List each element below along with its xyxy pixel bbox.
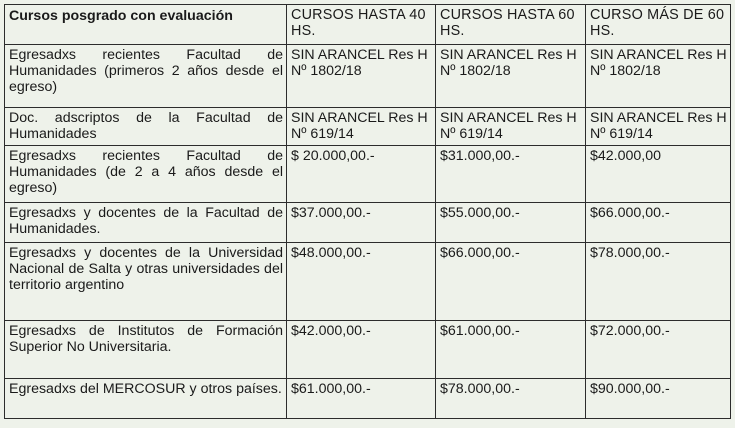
row-label-cell: Egresadxs recientes Facultad de Humanidades (de 2 a 4 años desde el egreso) <box>5 146 287 203</box>
fee-cell: $66.000,00.- <box>586 203 731 243</box>
fee-cell: $72.000,00.- <box>586 321 731 379</box>
fee-cell: SIN ARANCEL Res H Nº 619/14 <box>287 108 436 146</box>
fee-cell: SIN ARANCEL Res H Nº 619/14 <box>436 108 586 146</box>
table-row <box>5 321 731 379</box>
fee-cell: $61.000,00.- <box>287 379 436 419</box>
corner-header-cell: Cursos posgrado con evaluación <box>5 5 287 45</box>
fee-cell: $ 20.000,00.- <box>287 146 436 203</box>
fee-cell: SIN ARANCEL Res H Nº 1802/18 <box>287 45 436 108</box>
fees-table <box>4 4 731 419</box>
row-label-cell: Doc. adscriptos de la Facultad de Humanidades <box>5 108 287 146</box>
row-label-cell: Egresadxs y docentes de la Universidad Nacional de Salta y otras universidades del territorio argentino <box>5 243 287 321</box>
table-row <box>5 146 731 203</box>
row-label-cell: Egresadxs recientes Facultad de Humanidades (primeros 2 años desde el egreso) <box>5 45 287 108</box>
row-label-cell: Egresadxs y docentes de la Facultad de Humanidades. <box>5 203 287 243</box>
row-label-cell: Egresadxs del MERCOSUR y otros países. <box>5 379 287 419</box>
fee-cell: $66.000,00.- <box>436 243 586 321</box>
fee-cell: $48.000,00.- <box>287 243 436 321</box>
table-row <box>5 45 731 108</box>
row-label-cell: Egresadxs de Institutos de Formación Superior No Universitaria. <box>5 321 287 379</box>
table-row <box>5 108 731 146</box>
fee-cell: $61.000,00.- <box>436 321 586 379</box>
fee-cell: SIN ARANCEL Res H Nº 1802/18 <box>586 45 731 108</box>
fee-cell: $37.000,00.- <box>287 203 436 243</box>
table-header-row <box>5 5 731 45</box>
table-row <box>5 243 731 321</box>
fee-cell: $42.000,00.- <box>287 321 436 379</box>
fee-cell: $42.000,00 <box>586 146 731 203</box>
fee-cell: SIN ARANCEL Res H Nº 619/14 <box>586 108 731 146</box>
table-row <box>5 379 731 419</box>
fee-cell: $31.000,00.- <box>436 146 586 203</box>
fee-cell: $78.000,00.- <box>586 243 731 321</box>
fee-cell: $55.000,00.- <box>436 203 586 243</box>
column-header-60hs: CURSOS HASTA 60 HS. <box>436 5 586 45</box>
fee-cell: $78.000,00.- <box>436 379 586 419</box>
table-row <box>5 203 731 243</box>
column-header-over-60hs: CURSO MÁS DE 60 HS. <box>586 5 731 45</box>
column-header-40hs: CURSOS HASTA 40 HS. <box>287 5 436 45</box>
fee-cell: SIN ARANCEL Res H Nº 1802/18 <box>436 45 586 108</box>
fee-cell: $90.000,00.- <box>586 379 731 419</box>
